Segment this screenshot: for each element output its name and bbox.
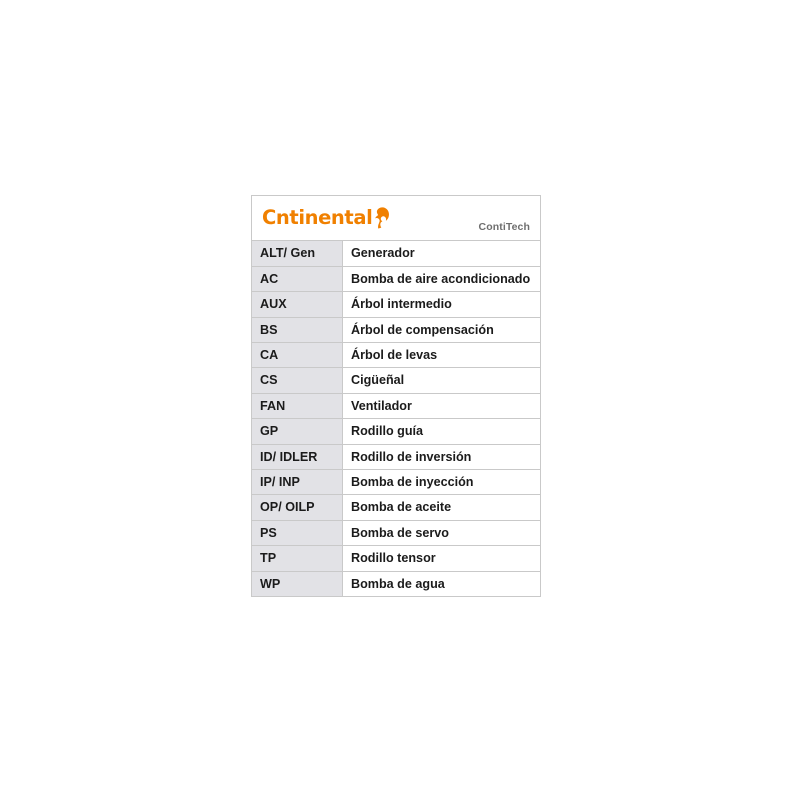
legend-desc: Árbol de compensación — [343, 317, 541, 342]
legend-abbr: ID/ IDLER — [252, 444, 343, 469]
legend-abbr: AUX — [252, 292, 343, 317]
table-row — [252, 520, 540, 545]
legend-desc: Árbol de levas — [343, 343, 541, 368]
legend-abbr: ALT/ Gen — [252, 241, 343, 266]
legend-card — [251, 195, 541, 597]
table-row — [252, 393, 540, 418]
legend-abbr: TP — [252, 546, 343, 571]
continental-horse-icon — [373, 207, 390, 229]
legend-desc: Rodillo tensor — [343, 546, 541, 571]
table-row — [252, 266, 540, 291]
legend-abbr: AC — [252, 266, 343, 291]
legend-desc: Bomba de aceite — [343, 495, 541, 520]
legend-abbr: BS — [252, 317, 343, 342]
legend-abbr: FAN — [252, 393, 343, 418]
legend-desc: Cigüeñal — [343, 368, 541, 393]
legend-table — [252, 241, 540, 596]
table-row — [252, 419, 540, 444]
legend-desc: Bomba de aire acondicionado — [343, 266, 541, 291]
table-row — [252, 444, 540, 469]
brand-wordmark-lead: C — [262, 206, 276, 230]
legend-desc: Rodillo guía — [343, 419, 541, 444]
table-row — [252, 368, 540, 393]
table-row — [252, 241, 540, 266]
legend-abbr: CS — [252, 368, 343, 393]
legend-desc: Ventilador — [343, 393, 541, 418]
table-row — [252, 317, 540, 342]
legend-abbr: PS — [252, 520, 343, 545]
table-row — [252, 495, 540, 520]
table-row — [252, 292, 540, 317]
brand-wordmark-rest: ntinental — [275, 206, 373, 230]
legend-desc: Bomba de inyección — [343, 470, 541, 495]
contitech-subbrand: ContiTech — [478, 221, 530, 233]
legend-abbr: CA — [252, 343, 343, 368]
continental-logo — [252, 207, 390, 229]
brand-header — [252, 196, 540, 241]
legend-abbr: WP — [252, 571, 343, 596]
legend-desc: Generador — [343, 241, 541, 266]
legend-desc: Rodillo de inversión — [343, 444, 541, 469]
legend-desc: Árbol intermedio — [343, 292, 541, 317]
legend-desc: Bomba de servo — [343, 520, 541, 545]
legend-abbr: IP/ INP — [252, 470, 343, 495]
legend-abbr: OP/ OILP — [252, 495, 343, 520]
brand-wordmark — [262, 208, 372, 228]
table-row — [252, 470, 540, 495]
legend-abbr: GP — [252, 419, 343, 444]
table-row — [252, 571, 540, 596]
table-row — [252, 546, 540, 571]
table-row — [252, 343, 540, 368]
legend-desc: Bomba de agua — [343, 571, 541, 596]
